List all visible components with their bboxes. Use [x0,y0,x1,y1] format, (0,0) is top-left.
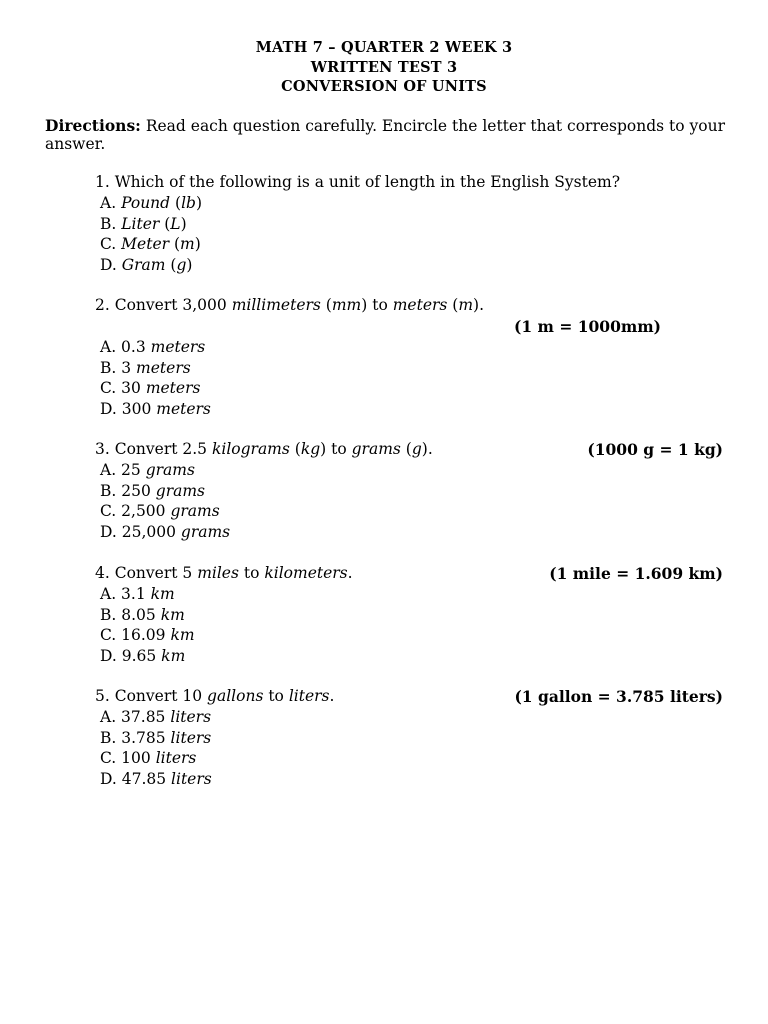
text-run: . [347,564,353,582]
conversion-formula: (1 gallon = 3.785 liters) [514,687,723,706]
answer-option-c[interactable] [95,234,723,255]
text-run: ( [400,440,412,458]
question-3 [95,439,723,542]
text-run: C. 100 [100,749,156,768]
answer-option-b[interactable] [95,728,723,749]
text-run: ( [159,214,171,233]
answer-option-c[interactable] [95,378,723,399]
question-text [95,563,723,584]
answer-option-c[interactable] [95,501,723,522]
text-run: ( [170,194,182,212]
text-run: kilometers [264,564,348,582]
conversion-formula: (1 mile = 1.609 km) [549,564,723,583]
text-run: to [238,564,265,582]
text-run: grams [170,502,220,521]
answer-option-c[interactable] [95,625,723,646]
text-run: grams [351,440,401,458]
text-run: D. [100,255,122,274]
text-run: millimeters [231,296,321,314]
text-run: . [329,687,335,705]
text-run: 2. Convert 3,000 [95,296,232,314]
text-run: kilograms [211,440,290,458]
text-run: ) [180,214,187,233]
text-run: Liter [121,214,160,233]
text-run: A. 37.85 [100,708,171,726]
text-run: ) [194,235,201,254]
text-run: mm [331,296,362,314]
text-run: ). [473,296,485,314]
conversion-formula-row [95,316,723,337]
text-run: C. [100,235,122,254]
text-run: liters [288,687,330,705]
text-run: liters [170,708,212,726]
text-run: Pound [121,194,171,212]
answer-option-b[interactable] [95,214,723,235]
header-subject: MATH 7 – QUARTER 2 WEEK 3 [255,39,513,56]
text-run: D. 25,000 [100,522,181,541]
answer-option-d[interactable] [95,255,723,276]
answer-option-d[interactable] [95,646,723,667]
text-run: B. 250 [100,481,156,500]
text-run: grams [180,522,231,541]
text-run: km [160,605,185,624]
text-run: D. 47.85 [100,769,172,788]
text-run: A. 3.1 [100,585,151,603]
question-5 [95,686,723,789]
text-run: km [161,646,186,665]
text-run: km [150,585,175,603]
answer-option-d[interactable] [95,769,723,790]
answer-option-b[interactable] [95,481,723,502]
text-run: C. 16.09 [100,626,171,645]
conversion-formula: (1000 g = 1 kg) [587,440,723,459]
question-text [95,172,723,193]
text-run: 1. Which of the following is a unit of length in the English System? [95,173,621,191]
answer-option-c[interactable] [95,748,723,769]
text-run: meters [145,379,201,398]
answer-option-a[interactable] [95,584,723,605]
answer-option-a[interactable] [95,460,723,481]
text-run: A. [100,194,122,212]
text-run: ( [289,440,301,458]
text-run: B. 8.05 [100,605,161,624]
answer-option-a[interactable] [95,707,723,728]
text-run: miles [197,564,239,582]
text-run: D. 300 [100,399,157,418]
text-run: A. 25 [100,461,146,479]
answer-option-d[interactable] [95,399,723,420]
text-run: liters [170,728,212,747]
text-run: km [170,626,195,645]
question-text [95,439,723,460]
text-run: ) to [320,440,352,458]
text-run: ) [195,194,203,212]
answer-option-b[interactable] [95,358,723,379]
text-run: B. [100,214,122,233]
header-topic: CONVERSION OF UNITS [281,78,487,95]
text-run: m [180,235,195,254]
text-run: A. 0.3 [100,338,151,356]
directions [45,117,735,153]
conversion-formula: (1 m = 1000mm) [514,317,661,336]
text-run: B. 3.785 [100,728,171,747]
text-run: g [411,440,422,458]
question-text [95,295,723,316]
text-run: ) [186,255,193,274]
text-run: ( [320,296,332,314]
text-run: Gram [121,255,166,274]
text-run: ) to [361,296,393,314]
text-run: lb [181,194,196,212]
question-2 [95,295,723,419]
text-run: B. 3 [100,358,137,377]
text-run: meters [150,338,206,356]
answer-option-b[interactable] [95,605,723,626]
text-run: m [458,296,474,314]
text-run: liters [155,749,197,768]
text-run: C. 30 [100,379,146,398]
text-run: ( [169,235,181,254]
text-run: grams [155,481,205,500]
question-text [95,686,723,707]
text-run: C. 2,500 [100,502,171,521]
text-run: Meter [121,235,170,254]
text-run: 4. Convert 5 [95,564,198,582]
text-run: to [263,687,289,705]
answer-option-a[interactable] [95,337,723,358]
directions-label: Directions: [45,116,141,135]
header-test-title: WRITTEN TEST 3 [310,58,458,76]
text-run: meters [392,296,448,314]
text-run: 3. Convert 2.5 [95,440,212,458]
answer-option-a[interactable] [95,193,723,214]
text-run: ( [165,255,177,274]
text-run: grams [145,461,195,479]
text-run: L [170,214,181,233]
directions-text: Read each question carefully. Encircle the letter that corresponds to your answer. [45,117,725,153]
text-run: 5. Convert 10 [95,687,208,705]
test-header [0,38,768,97]
answer-option-d[interactable] [95,522,723,543]
text-run: liters [171,769,212,788]
question-1 [95,172,723,275]
text-run: D. 9.65 [100,646,162,665]
text-run: kg [300,440,321,458]
question-4 [95,563,723,666]
text-run: meters [156,399,211,418]
text-run: meters [136,358,191,377]
text-run: ( [447,296,459,314]
text-run: gallons [207,687,264,705]
text-run: ). [421,440,433,458]
text-run: g [176,255,187,274]
